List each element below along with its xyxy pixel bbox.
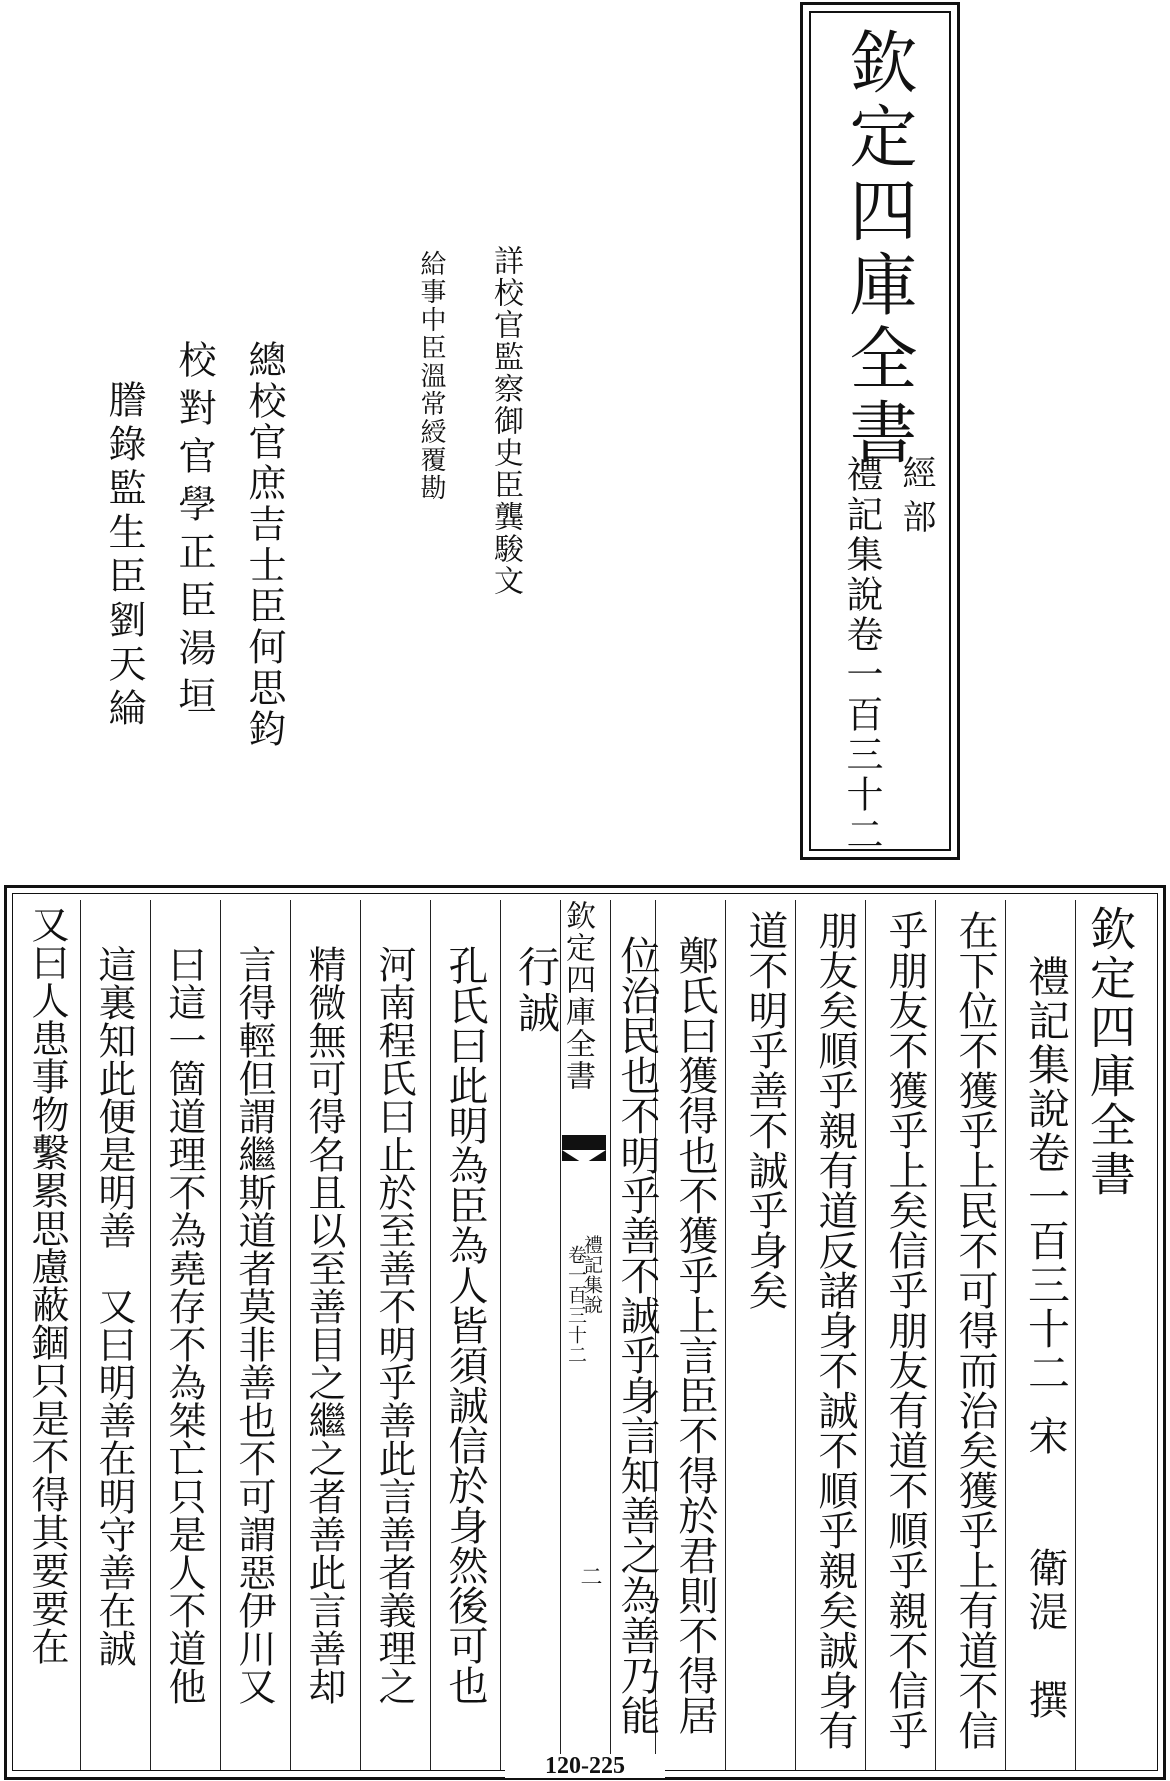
category-label: 經部 bbox=[896, 455, 936, 543]
volume-label: 禮記集說卷一百三十二 bbox=[840, 455, 883, 855]
text-column: 這裏知此便是明善 又曰明善在明守善在誠 bbox=[92, 945, 136, 1667]
collection-title: 欽定四庫全書 bbox=[838, 27, 917, 471]
page-header: 欽定四庫全書 bbox=[1083, 905, 1137, 1199]
fold-leaf: 二 bbox=[577, 1565, 602, 1587]
text-column: 在下位不獲乎上民不可得而治矣獲乎上有道不信 bbox=[952, 910, 998, 1750]
text-column: 曰這一箇道理不為堯存不為桀亡只是人不道他 bbox=[162, 945, 206, 1705]
text-column: 又曰人患事物繫累思慮蔽錮只是不得其要要在 bbox=[25, 905, 69, 1665]
column-rule bbox=[610, 900, 611, 1770]
fold-volume: 卷一百三十二 bbox=[565, 1245, 587, 1365]
page-number: 120-225 bbox=[505, 1754, 665, 1778]
fold-fishtail-notch bbox=[562, 1150, 606, 1164]
column-rule bbox=[220, 900, 221, 1770]
column-rule bbox=[150, 900, 151, 1770]
book-title: 禮記集說卷一百三十二 bbox=[1022, 955, 1071, 1395]
column-rule bbox=[865, 900, 866, 1770]
title-panel bbox=[800, 2, 960, 860]
credit-chief-proofreader: 總校官庶吉士臣何思鈞 bbox=[242, 340, 286, 750]
section-heading: 行誠 bbox=[512, 945, 561, 1037]
text-column: 朋友矣順乎親有道反諸身不誠不順乎親矣誠身有 bbox=[812, 910, 858, 1750]
column-rule bbox=[360, 900, 361, 1770]
text-column: 道不明乎善不誠乎身矣 bbox=[742, 910, 788, 1310]
column-rule bbox=[725, 900, 726, 1770]
column-rule bbox=[935, 900, 936, 1770]
column-rule bbox=[290, 900, 291, 1770]
column-rule bbox=[80, 900, 81, 1770]
fold-header: 欽定四庫全書 bbox=[560, 900, 595, 1092]
text-column: 孔氏曰此明為臣為人皆須誠信於身然後可也 bbox=[442, 945, 488, 1705]
text-column: 鄭氏曰獲得也不獲乎上言臣不得於君則不得居 bbox=[672, 935, 718, 1735]
column-rule bbox=[1075, 900, 1076, 1770]
credit-collator: 校對官學正臣湯垣 bbox=[172, 340, 216, 724]
column-rule bbox=[1005, 900, 1006, 1770]
credit-reviewer: 給事中臣溫常綬覆勘 bbox=[416, 250, 446, 502]
text-column: 精微無可得名且以至善目之繼之者善此言善却 bbox=[302, 945, 346, 1705]
fold-book: 禮記集說 bbox=[581, 1235, 603, 1315]
credit-copyist: 謄錄監生臣劉天綸 bbox=[102, 380, 146, 732]
text-column: 言得輕但謂繼斯道者莫非善也不可謂惡伊川又 bbox=[232, 945, 276, 1705]
column-rule bbox=[795, 900, 796, 1770]
credit-detailed-proofreader: 詳校官監察御史臣龔駿文 bbox=[488, 245, 523, 597]
text-column: 乎朋友不獲乎上矣信乎朋友有道不順乎親不信乎 bbox=[882, 910, 928, 1750]
column-rule bbox=[500, 900, 501, 1770]
column-rule bbox=[430, 900, 431, 1770]
author-line: 宋 衛湜 撰 bbox=[1022, 1415, 1068, 1723]
text-column: 河南程氏曰止於至善不明乎善此言善者義理之 bbox=[372, 945, 416, 1705]
text-column: 位治民也不明乎善不誠乎身言知善之為善乃能 bbox=[614, 935, 660, 1735]
